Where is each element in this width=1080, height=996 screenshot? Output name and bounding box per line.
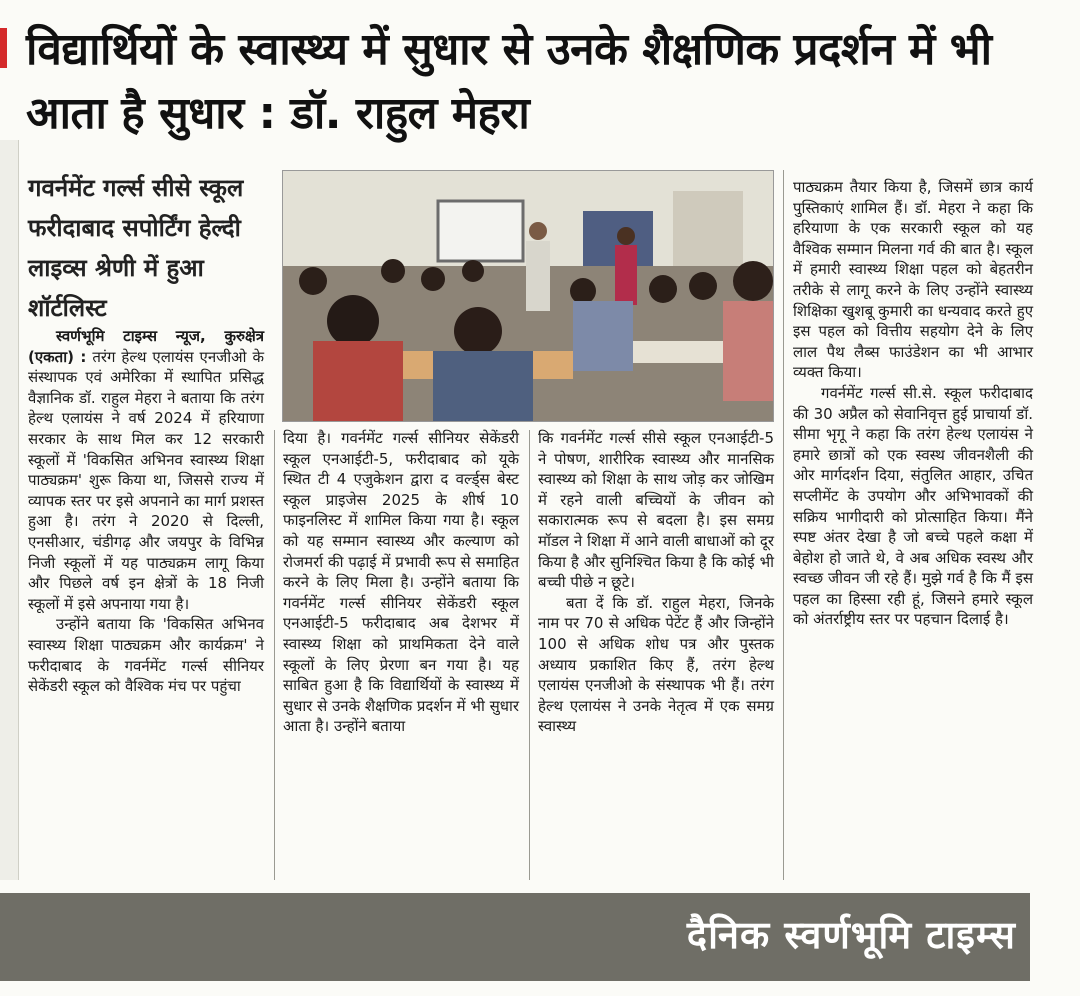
- dateline: स्वर्णभूमि टाइम्स न्यूज, कुरुक्षेत्र (एकता) :: [28, 327, 264, 366]
- paragraph: बता दें कि डॉ. राहुल मेहरा, जिनके नाम पर 70 से अधिक पेटेंट हैं और जिन्होंने 100 से अधिक शोध पत्र और पुस्तक अध्याय प्रकाशित किए हैं, तरंग हेल्थ एलायंस एनजीओ के संस्थापक भी हैं। तरंग हेल्थ एलायंस ने उनके नेतृत्व में एक समग्र स्वास्थ्य: [538, 593, 774, 736]
- article-column-1: [28, 326, 264, 697]
- newspaper-footer-banner: [0, 893, 1030, 981]
- paragraph: कि गवर्नमेंट गर्ल्स सीसे स्कूल एनआईटी-5 ने पोषण, शारीरिक स्वास्थ्य और मानसिक स्वास्थ्य को शिक्षा के साथ जोड़ कर जोखिम में रहने वाली बच्चियों के जीवन को सकारात्मक रूप से बदला है। इस समग्र मॉडल ने शिक्षा में आने वाली बाधाओं को दूर किया है और सुनिश्चित किया है कि कोई भी बच्ची पीछे न छूटे।: [538, 429, 774, 592]
- article-column-4: [793, 177, 1033, 630]
- paragraph: तरंग हेल्थ एलायंस एनजीओ के संस्थापक एवं अमेरिका में स्थापित प्रसिद्ध वैज्ञानिक डॉ. राहुल मेहरा ने बताया कि तरंग हेल्थ एलायंस ने वर्ष 2024 में हरियाणा सरकार के साथ मिल कर 12 सरकारी स्कूलों में 'विकसित अभिनव स्वास्थ्य शिक्षा पाठ्यक्रम' शुरू किया था, जिससे राज्य में व्यापक स्तर पर इसे अपनाने का मार्ग प्रशस्त हुआ है। तरंग ने 2020 से दिल्ली, एनसीआर, चंडीगढ़ और जयपुर के विभिन्न निजी स्कूलों में यह पाठ्यक्रम लागू किया और पिछले वर्ष इन क्षेत्रों के 18 निजी स्कूलों में इसे अपनाया गया है।: [28, 347, 264, 613]
- article-column-3: [538, 428, 774, 737]
- adjacent-article-strip: [0, 140, 19, 880]
- article-column-2: [283, 428, 519, 737]
- paragraph: उन्होंने बताया कि 'विकसित अभिनव स्वास्थ्य शिक्षा पाठ्यक्रम और कार्यक्रम' ने फरीदाबाद के गवर्नमेंट गर्ल्स सीनियर सेकेंडरी स्कूल को वैश्विक मंच पर पहुंचा: [28, 615, 264, 696]
- paragraph: पाठ्यक्रम तैयार किया है, जिसमें छात्र कार्य पुस्तिकाएं शामिल हैं। डॉ. मेहरा ने कहा कि हरियाणा के एक सरकारी स्कूल को यह वैश्विक सम्मान मिलना गर्व की बात है। स्कूल में हमारी स्वास्थ्य शिक्षा पहल को बेहतरीन तरीके से लागू करने के लिए उन्होंने स्वास्थ्य शिक्षिका खुशबू कुमारी का धन्यवाद करते हुए इस पहल को वित्तीय सहयोग देने के लिए लाल पैथ लैब्स फाउंडेशन का भी आभार व्यक्त किया।: [793, 178, 1033, 382]
- paragraph: दिया है। गवर्नमेंट गर्ल्स सीनियर सेकेंडरी स्कूल एनआईटी-5, फरीदाबाद को यूके स्थित टी 4 एजुकेशन द्वारा द वर्ल्ड्स बेस्ट स्कूल प्राइजेस 2025 के शीर्ष 10 फाइनलिस्ट में शामिल किया गया है। स्कूल को यह सम्मान स्वास्थ्य और कल्याण को रोजमर्रा की पढ़ाई में प्रभावी रूप से समाहित करने के लिए मिला है। उन्होंने बताया कि गवर्नमेंट गर्ल्स सीनियर सेकेंडरी स्कूल एनआईटी-5 फरीदाबाद अब देशभर में स्वास्थ्य शिक्षा को प्राथमिकता देने वाले स्कूलों के लिए प्रेरणा बन गया है। यह साबित हुआ है कि विद्यार्थियों के स्वास्थ्य में सुधार से उनके शैक्षणिक प्रदर्शन में भी सुधार आता है। उन्होंने बताया: [283, 429, 519, 736]
- newspaper-brand: दैनिक स्वर्णभूमि टाइम्स: [686, 913, 1016, 957]
- column-divider: [783, 170, 784, 880]
- paragraph: गवर्नमेंट गर्ल्स सी.से. स्कूल फरीदाबाद की 30 अप्रैल को सेवानिवृत्त हुई प्राचार्या डॉ. सीमा भृगू ने कहा कि तरंग हेल्थ एलायंस ने हमारे छात्रों को एक स्वस्थ जीवनशैली की ओर मार्गदर्शन दिया, संतुलित आहार, उचित सप्लीमेंट के उपयोग और अभिभावकों की सक्रिय भागीदारी को प्रोत्साहित किया। मैंने स्पष्ट अंतर देखा है जो बच्चे पहले कक्षा में बेहोश हो जाते थे, वे अब अधिक स्वस्थ और स्वच्छ जीवन जी रहे हैं। मुझे गर्व है कि मैं इस पहल का हिस्सा रही हूं, जिसने हमारे स्कूल को अंतर्राष्ट्रीय स्तर पर पहचान दिलाई है।: [793, 383, 1033, 629]
- headline: विद्यार्थियों के स्वास्थ्य में सुधार से उनके शैक्षणिक प्रदर्शन में भी आता है सुधार : डॉ. राहुल मेहरा: [26, 24, 992, 139]
- column-divider: [274, 430, 275, 880]
- classroom-photo: [282, 170, 774, 422]
- section-marker: [0, 28, 7, 68]
- column-divider: [529, 430, 530, 880]
- subheadline: गवर्नमेंट गर्ल्स सीसे स्कूल फरीदाबाद सपोर्टिंग हेल्दी लाइव्स श्रेणी में हुआ शॉर्टलिस्ट: [28, 174, 244, 322]
